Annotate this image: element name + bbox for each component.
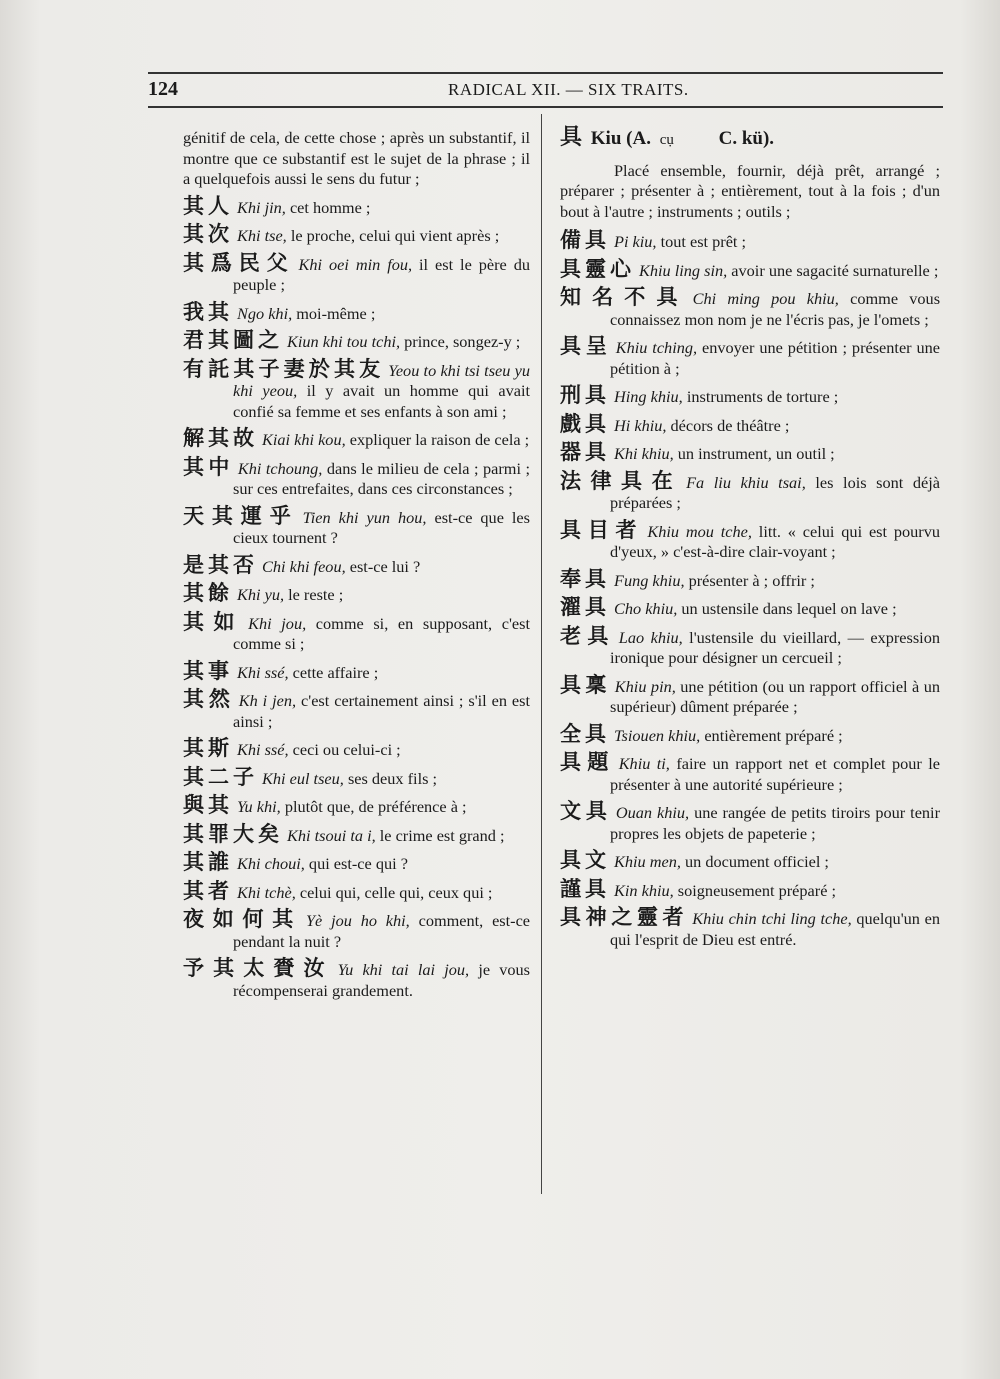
- dictionary-entry: [183, 821, 530, 847]
- entry-characters: 其誰: [183, 850, 233, 874]
- entry-characters: 予其太賚汝: [183, 956, 334, 980]
- entry-characters: 具神之靈者: [560, 905, 689, 929]
- entry-romanization: Khi tsoui ta i,: [287, 825, 376, 845]
- entry-definition: ceci ou celui-ci ;: [292, 740, 401, 759]
- entry-characters: 天其運乎: [183, 503, 299, 528]
- entry-characters: 戲具: [560, 411, 610, 436]
- entry-definition: ses deux fils ;: [347, 768, 438, 788]
- right-column: [560, 125, 941, 956]
- entry-definition: une pétition (ou un rapport officiel à un supérieur) dûment préparée ;: [610, 676, 940, 716]
- page-header: [148, 74, 943, 104]
- entry-characters: 其中: [183, 454, 234, 479]
- dictionary-entry: [560, 287, 940, 330]
- entry-characters: 謹具: [560, 876, 610, 901]
- entry-definition: soigneusement préparé ;: [677, 880, 837, 900]
- entry-definition: il est le père du peuple ;: [233, 254, 531, 294]
- left-entries: [183, 193, 531, 1002]
- entry-romanization: Kiun khi tou tchi,: [287, 332, 401, 351]
- entry-definition: quelqu'un en qui l'esprit de Dieu est entré.: [610, 909, 940, 949]
- entry-romanization: Khi eul tseu,: [262, 768, 344, 788]
- entry-characters: 老具: [560, 623, 615, 648]
- dictionary-entry: [560, 411, 940, 437]
- entry-characters: 與其: [183, 793, 233, 817]
- dictionary-entry: [183, 583, 530, 606]
- entry-characters: 具目者: [560, 517, 644, 542]
- entry-definition: c'est certainement ainsi ; s'il en est ainsi ;: [233, 691, 531, 731]
- entry-romanization: Khi ssé,: [237, 662, 289, 682]
- entry-romanization: Khiu pin,: [614, 676, 676, 696]
- entry-characters: 君其圖之: [183, 328, 283, 352]
- dictionary-entry: [183, 878, 530, 904]
- dictionary-entry: [183, 689, 530, 732]
- entry-definition: un instrument, un outil ;: [677, 444, 835, 463]
- entry-characters: 具靈心: [560, 256, 635, 281]
- entry-characters: 其如: [183, 609, 245, 634]
- entry-romanization: Hi khiu,: [614, 415, 667, 435]
- entry-definition: qui est-ce qui ?: [308, 854, 408, 873]
- entry-romanization: Khi tse,: [237, 226, 287, 245]
- dictionary-entry: [183, 356, 531, 423]
- entry-characters: 具呈: [560, 334, 612, 358]
- dictionary-entry: [183, 658, 530, 684]
- dictionary-entry: [183, 193, 530, 219]
- entry-definition: je vous récompenserai grandement.: [233, 960, 531, 1000]
- entry-characters: 法律具在: [560, 468, 683, 493]
- entry-definition: comme vous connaissez mon nom je ne l'écris pas, je l'omets ;: [610, 289, 941, 329]
- entry-definition: envoyer une pétition ; présenter une pétition à ;: [610, 338, 941, 378]
- dictionary-entry: [183, 454, 530, 500]
- entry-romanization: Khiu ling sin,: [639, 260, 728, 280]
- entry-characters: 具稟: [560, 672, 611, 697]
- dictionary-entry: [560, 256, 940, 282]
- heading-cantonese: C. kü).: [718, 128, 775, 149]
- entry-characters: 其人: [183, 193, 233, 218]
- entry-romanization: Khi khiu,: [614, 444, 674, 463]
- entry-definition: tout est prêt ;: [660, 232, 747, 251]
- entry-definition: comme si, en supposant, c'est comme si ;: [233, 613, 530, 653]
- entry-characters: 具文: [560, 848, 610, 872]
- entry-romanization: Lao khiu,: [618, 627, 683, 647]
- entry-romanization: Khiu ti,: [618, 754, 670, 773]
- entry-definition: dans le milieu de cela ; parmi ; sur ces entrefaites, dans ces circonstances ;: [233, 458, 530, 498]
- entry-definition: cette affaire ;: [292, 662, 379, 682]
- entry-romanization: Khiu chin tchi ling tche,: [692, 909, 852, 928]
- entry-definition: une rangée de petits tiroirs pour tenir propres les objets de papeterie ;: [610, 803, 941, 843]
- entry-characters: 文具: [560, 799, 612, 823]
- dictionary-entry: [183, 909, 530, 952]
- dictionary-entry: [183, 738, 530, 761]
- entry-definition: un ustensile dans lequel on lave ;: [681, 599, 897, 618]
- entry-definition: celui qui, celle qui, ceux qui ;: [299, 882, 493, 902]
- dictionary-entry: [560, 672, 940, 718]
- dictionary-entry: [183, 958, 530, 1001]
- entry-characters: 全具: [560, 721, 610, 746]
- entry-romanization: Kin khiu,: [614, 880, 674, 900]
- entry-definition: il y avait un homme qui avait confié sa femme et ses enfants à son ami ;: [233, 381, 531, 421]
- dictionary-entry: [183, 224, 530, 247]
- entry-romanization: Khi choui,: [237, 854, 305, 873]
- entry-characters: 其餘: [183, 581, 233, 605]
- entry-definition: les lois sont déjà préparées ;: [610, 472, 941, 512]
- entry-romanization: Khi tchè,: [237, 882, 296, 902]
- dictionary-entry: [560, 336, 940, 379]
- entry-romanization: Chi ming pou khiu,: [692, 289, 839, 308]
- entry-romanization: Kiai khi kou,: [262, 430, 346, 449]
- entry-characters: 其罪大矣: [183, 821, 283, 846]
- entry-romanization: Fa liu khiu tsai,: [686, 472, 806, 492]
- dictionary-entry: [183, 428, 530, 451]
- entry-characters: 備具: [560, 228, 610, 252]
- entry-romanization: Tsiouen khiu,: [614, 725, 701, 745]
- entry-romanization: Khi ssé,: [237, 740, 289, 759]
- entry-definition: le crime est grand ;: [379, 825, 505, 845]
- dictionary-entry: [183, 299, 530, 325]
- entry-romanization: Kh i jen,: [238, 691, 297, 710]
- entry-characters: 解其故: [183, 426, 258, 450]
- entry-romanization: Yeou to khi tsi tseu yu khi yeou,: [233, 360, 531, 400]
- dictionary-entry: [560, 623, 940, 669]
- entry-characters: 其然: [183, 687, 235, 711]
- entry-characters: 奉具: [560, 566, 610, 591]
- entry-definition: moi-même ;: [296, 303, 376, 323]
- dictionary-entry: [183, 764, 530, 790]
- entry-characters: 其爲民父: [183, 250, 295, 275]
- dictionary-entry: [183, 795, 530, 818]
- entry-characters: 其二子: [183, 764, 258, 789]
- left-intro: génitif de cela, de cette chose ; après un substantif, il montre que ce substantif est le sujet de la phrase ; il a quelquefois aussi le sens du futur ;: [183, 128, 530, 188]
- entry-romanization: Fung khiu,: [614, 570, 685, 590]
- dictionary-entry: [560, 907, 940, 950]
- entry-romanization: Khi jin,: [237, 197, 286, 217]
- entry-romanization: Yè jou ho khi,: [305, 911, 410, 930]
- radical-entry-heading: [560, 125, 940, 151]
- entry-definition: entièrement préparé ;: [704, 725, 843, 745]
- entry-definition: le proche, celui qui vient après ;: [290, 226, 500, 245]
- entry-romanization: Khiu tching,: [615, 338, 698, 357]
- dictionary-entry: [560, 876, 940, 902]
- entry-romanization: Ngo khi,: [237, 303, 293, 323]
- entry-characters: 其斯: [183, 736, 233, 760]
- entry-characters: 具題: [560, 750, 615, 774]
- entry-definition: le reste ;: [288, 585, 344, 604]
- dictionary-entry: [560, 566, 940, 592]
- page-number: 124: [148, 78, 178, 100]
- entry-definition: comment, est-ce pendant la nuit ?: [233, 911, 531, 951]
- entry-characters: 濯具: [560, 595, 610, 619]
- entry-definition: plutôt que, de préférence à ;: [284, 797, 467, 816]
- entry-definition: présenter à ; offrir ;: [688, 570, 815, 590]
- entry-romanization: Ouan khiu,: [615, 803, 690, 822]
- entry-definition: l'ustensile du vieillard, — expression ironique pour désigner un cercueil ;: [610, 627, 940, 667]
- entry-definition: un document officiel ;: [685, 852, 829, 871]
- left-column: [183, 128, 530, 1007]
- entry-definition: expliquer la raison de cela ;: [349, 430, 530, 449]
- entry-definition: prince, songez-y ;: [404, 332, 521, 351]
- entry-romanization: Khi jou,: [248, 613, 307, 633]
- header-rule-bottom: [148, 106, 943, 108]
- entry-romanization: Yu khi tai lai jou,: [337, 960, 470, 979]
- entry-romanization: Cho khiu,: [614, 599, 678, 618]
- entry-characters: 有託其子妻於其友: [183, 356, 385, 381]
- dictionary-entry: [560, 721, 940, 747]
- dictionary-entry: [560, 850, 940, 873]
- dictionary-entry: [560, 517, 941, 563]
- dictionary-entry: [560, 752, 940, 795]
- entry-romanization: Khiu men,: [614, 852, 681, 871]
- entry-characters: 其次: [183, 222, 233, 246]
- entry-definition: avoir une sagacité surnaturelle ;: [731, 260, 939, 280]
- page-title: RADICAL XII. — SIX TRAITS.: [448, 80, 689, 99]
- entry-definition: décors de théâtre ;: [670, 415, 790, 435]
- entry-romanization: Hing khiu,: [614, 387, 683, 406]
- dictionary-entry: [560, 468, 941, 514]
- entry-romanization: Pi kiu,: [614, 232, 657, 251]
- entry-romanization: Yu khi,: [237, 797, 281, 816]
- entry-romanization: Khi tchoung,: [237, 458, 323, 478]
- heading-annamite: cụ: [659, 132, 674, 148]
- column-divider: [541, 114, 542, 1194]
- entry-characters: 其者: [183, 878, 233, 903]
- entry-definition: est-ce que les cieux tournent ?: [233, 507, 530, 547]
- entry-characters: 刑具: [560, 383, 610, 407]
- entry-definition: est-ce lui ?: [349, 556, 421, 576]
- entry-romanization: Chi khi feou,: [262, 556, 346, 576]
- right-entries: [560, 230, 940, 950]
- entry-characters: 夜如何其: [183, 907, 302, 931]
- entry-romanization: Khiu mou tche,: [647, 521, 752, 541]
- entry-definition: cet homme ;: [289, 197, 371, 217]
- dictionary-entry: [183, 503, 530, 549]
- entry-romanization: Khi oei min fou,: [298, 254, 413, 274]
- right-intro: Placé ensemble, fournir, déjà prêt, arrangé ; préparer ; présenter à ; entièrement, tout à la fois ; d'un bout à l'autre ; instruments ; outils ;: [560, 160, 940, 221]
- entry-characters: 器具: [560, 440, 610, 464]
- entry-characters: 其事: [183, 658, 233, 683]
- dictionary-entry: [183, 330, 530, 353]
- heading-character: 具: [560, 125, 583, 150]
- dictionary-entry: [183, 250, 531, 296]
- dictionary-entry: [183, 609, 530, 655]
- entry-characters: 知名不具: [560, 285, 689, 309]
- dictionary-entry: [560, 442, 940, 465]
- entry-definition: litt. « celui qui est pourvu d'yeux, » c'est-à-dire clair-voyant ;: [610, 521, 941, 561]
- dictionary-entry: [560, 801, 940, 844]
- entry-characters: 是其否: [183, 552, 258, 577]
- dictionary-entry: [183, 852, 530, 875]
- dictionary-entry: [560, 385, 940, 408]
- dictionary-entry: [183, 552, 530, 578]
- heading-romanization: Kiu (A.: [590, 128, 651, 149]
- dictionary-entry: [560, 230, 940, 253]
- dictionary-entry: [560, 597, 940, 620]
- entry-characters: 我其: [183, 299, 233, 324]
- entry-romanization: Khi yu,: [237, 585, 285, 604]
- entry-romanization: Tien khi yun hou,: [302, 507, 427, 527]
- entry-definition: instruments de torture ;: [686, 387, 839, 406]
- entry-definition: faire un rapport net et complet pour le présenter à une autorité supérieure ;: [610, 754, 940, 794]
